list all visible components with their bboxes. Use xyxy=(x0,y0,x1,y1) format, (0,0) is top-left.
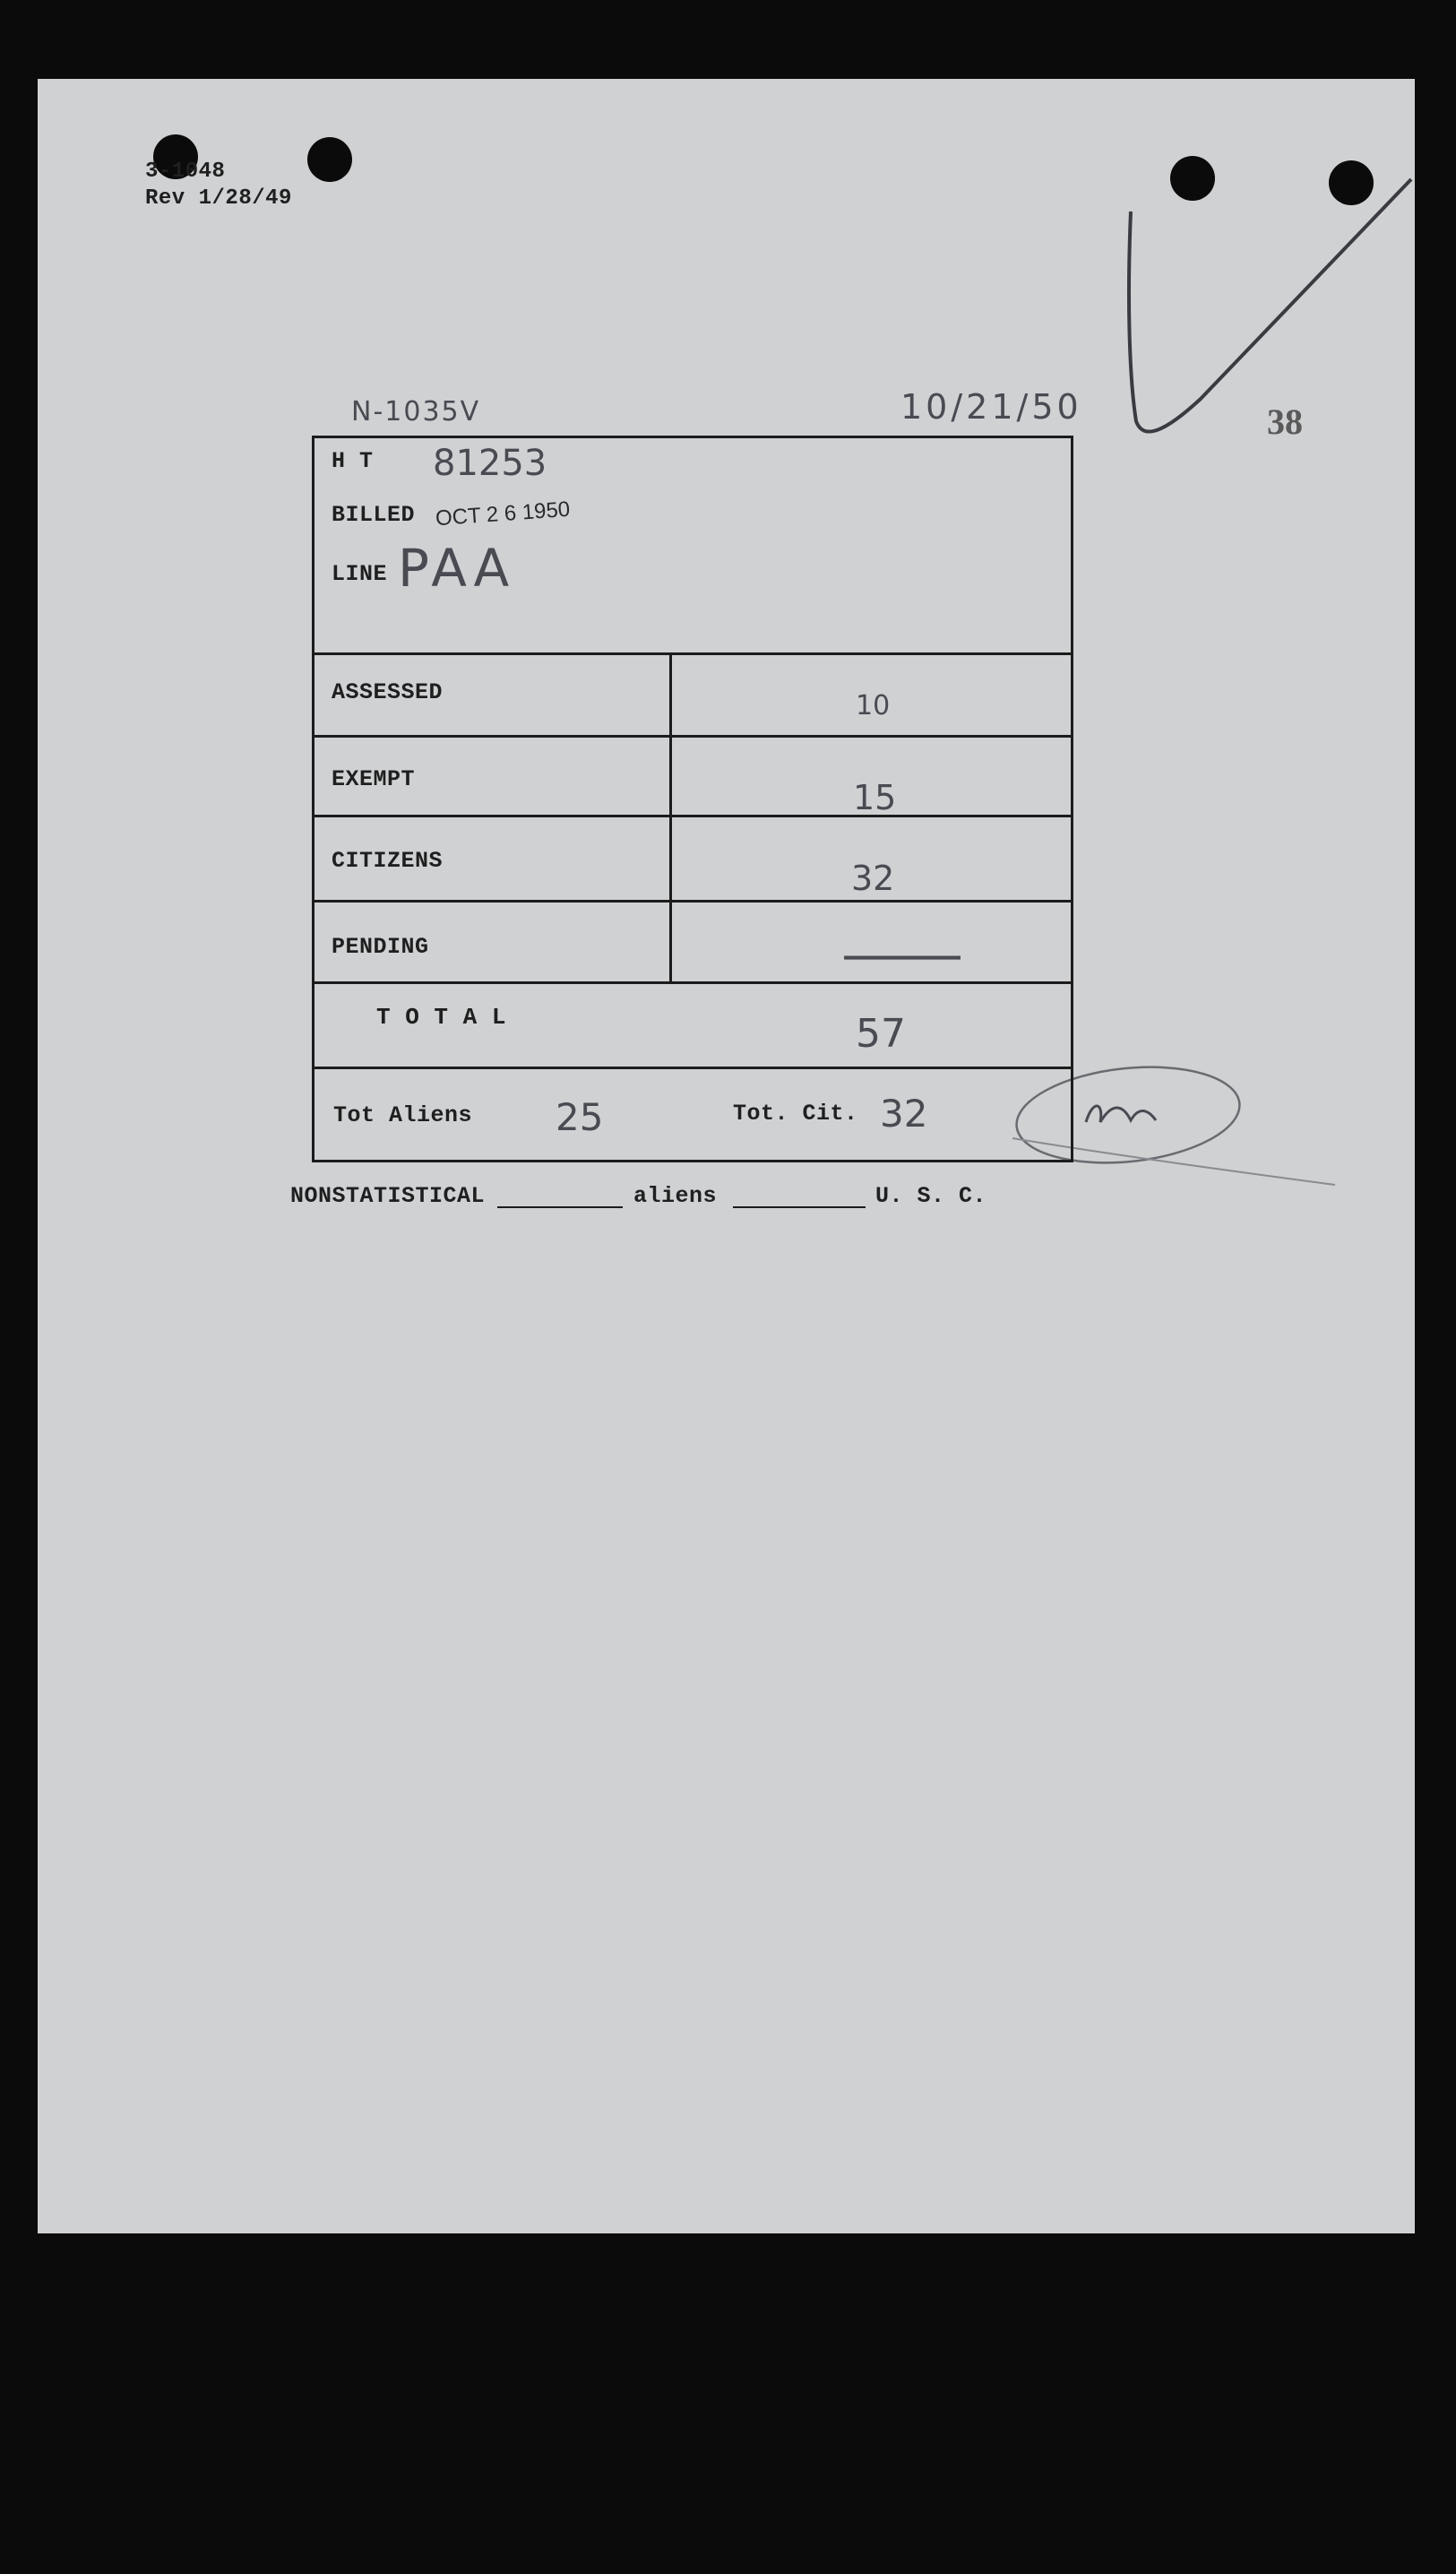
check-mark xyxy=(1129,179,1411,432)
ht-label: H T xyxy=(332,448,374,474)
nonstatistical-blank xyxy=(497,1206,623,1208)
pending-label: PENDING xyxy=(332,934,429,960)
box-border-bottom xyxy=(312,1160,1073,1162)
billed-date-stamp: OCT 2 6 1950 xyxy=(435,497,572,531)
tot-aliens-label: Tot Aliens xyxy=(333,1102,473,1128)
nonstatistical-label: NONSTATISTICAL xyxy=(290,1183,486,1209)
page-number: 38 xyxy=(1267,402,1303,442)
billed-label: BILLED xyxy=(332,502,416,528)
row-divider xyxy=(312,735,1073,738)
box-border-top xyxy=(312,436,1072,438)
assessed-label: ASSESSED xyxy=(332,679,444,705)
file-number: N-1035V xyxy=(351,396,481,428)
usc-label: U. S. C. xyxy=(875,1183,987,1209)
row-divider xyxy=(312,815,1073,817)
row-divider xyxy=(312,900,1073,903)
tot-aliens-value: 25 xyxy=(556,1095,604,1139)
form-revision: Rev 1/28/49 xyxy=(145,186,292,211)
pending-value: — xyxy=(838,923,967,986)
tot-cit-value: 32 xyxy=(880,1092,928,1136)
row-divider xyxy=(312,652,1073,655)
ht-value: 81253 xyxy=(433,443,547,484)
exempt-label: EXEMPT xyxy=(332,766,416,792)
exempt-value: 15 xyxy=(853,778,897,817)
handwritten-date: 10/21/50 xyxy=(900,387,1082,427)
line-label: LINE xyxy=(332,561,388,587)
citizens-label: CITIZENS xyxy=(332,848,444,874)
total-label: T O T A L xyxy=(376,1004,506,1031)
column-divider xyxy=(669,652,672,982)
assessed-value: 10 xyxy=(856,690,891,721)
aliens-blank xyxy=(733,1206,866,1208)
tot-cit-label: Tot. Cit. xyxy=(733,1101,858,1127)
aliens-label: aliens xyxy=(633,1183,718,1209)
row-divider xyxy=(312,1067,1073,1069)
form-number: 3-1048 xyxy=(145,160,226,184)
box-border-left xyxy=(312,436,314,1162)
total-value: 57 xyxy=(856,1011,906,1057)
line-value: PAA xyxy=(398,538,515,599)
citizens-value: 32 xyxy=(851,859,895,898)
initials-mark xyxy=(1086,1106,1156,1122)
box-border-right xyxy=(1071,436,1073,1162)
